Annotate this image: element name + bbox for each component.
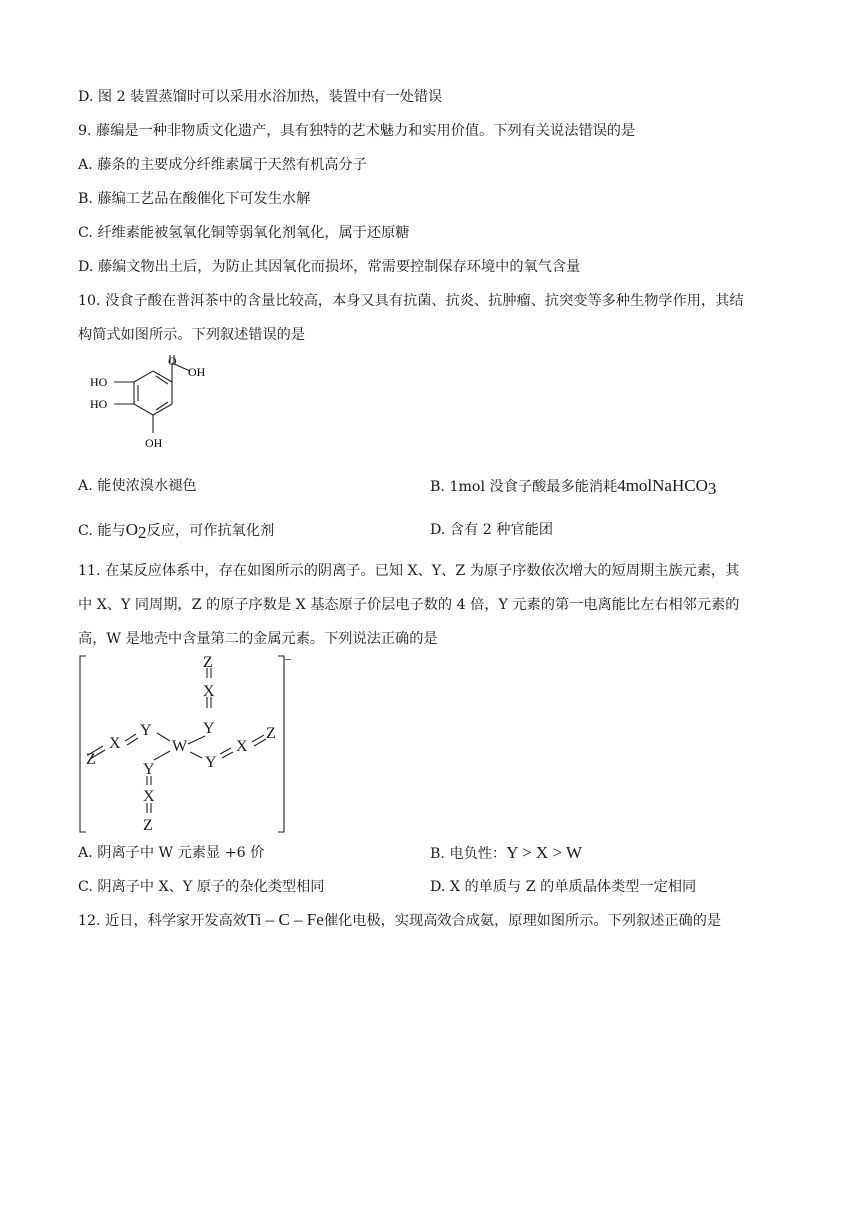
q10-option-b	[430, 476, 716, 499]
q10-option-d: D. 含有 2 种官能团	[430, 522, 554, 538]
atom-y-left: Y	[140, 722, 152, 739]
anion-charge: –	[285, 651, 291, 665]
o2-formula: O	[125, 520, 139, 539]
q10-stem-line1: 10. 没食子酸在普洱茶中的含量比较高，本身又具有抗菌、抗炎、抗肿瘤、抗突变等多种生物学作用，其结	[78, 293, 744, 309]
q9-option-a: A. 藤条的主要成分纤维素属于天然有机高分子	[78, 157, 367, 173]
q11-stem-line3: 高，W 是地壳中含量第二的金属元素。下列说法正确的是	[78, 631, 438, 647]
q11-option-b	[430, 843, 582, 864]
q10-option-c	[78, 520, 274, 543]
q11-stem-line1: 11. 在某反应体系中，存在如图所示的阴离子。已知 X、Y、Z 为原子序数依次增大的短周期主族元素，其	[78, 563, 740, 579]
q11-option-a: A. 阴离子中 W 元素显 +6 价	[78, 845, 265, 861]
q11-stem-line2: 中 X、Y 同周期，Z 的原子序数是 X 基态原子价层电子数的 4 倍，Y 元素的第一电离能比左右相邻元素的	[78, 597, 740, 613]
ti-c-fe-formula: Ti – C – Fe	[246, 910, 324, 929]
atom-x-top: X	[203, 683, 215, 700]
atom-x-bottom: X	[143, 788, 155, 805]
atom-z-right: Z	[266, 725, 276, 742]
q8-option-d: D. 图 2 装置蒸馏时可以采用水浴加热，装置中有一处错误	[78, 89, 443, 105]
q10-option-b-text: B. 1mol 没食子酸最多能消耗	[430, 479, 618, 495]
atom-z-left: Z	[86, 751, 96, 768]
atom-w: W	[172, 738, 188, 755]
q9-option-d: D. 藤编文物出土后，为防止其因氧化而损坏，常需要控制保存环境中的氧气含量	[78, 259, 581, 275]
atom-x-right: X	[236, 738, 248, 755]
q11-option-d: D. X 的单质与 Z 的单质晶体类型一定相同	[430, 879, 697, 895]
atom-x-left: X	[109, 735, 121, 752]
nahco3-formula: 4molNaHCO	[617, 476, 708, 495]
q10-stem-line2: 构简式如图所示。下列叙述错误的是	[78, 327, 306, 343]
ho-label-top: HO	[90, 375, 108, 389]
atom-z-top: Z	[203, 654, 213, 671]
oh-label-bottom: OH	[145, 436, 163, 450]
q12-prefix: 12. 近日，科学家开发高效	[78, 913, 247, 929]
q9-stem: 9. 藤编是一种非物质文化遗产，具有独特的艺术魅力和实用价值。下列有关说法错误的是	[78, 123, 636, 139]
o2-subscript: 2	[138, 523, 147, 542]
q12-suffix: 催化电极，实现高效合成氨，原理如图所示。下列叙述正确的是	[323, 913, 722, 929]
atom-y-right: Y	[205, 754, 217, 771]
atom-y-top: Y	[203, 720, 215, 737]
nahco3-subscript: 3	[707, 479, 717, 498]
ho-label-middle: HO	[90, 397, 108, 411]
q9-option-b: B. 藤编工艺品在酸催化下可发生水解	[78, 191, 311, 207]
q9-option-c: C. 纤维素能被氢氧化铜等弱氧化剂氧化，属于还原糖	[78, 225, 410, 241]
acid-oh-label: OH	[188, 365, 206, 379]
q10-option-a: A. 能使浓溴水褪色	[78, 478, 197, 494]
q12-stem	[78, 910, 721, 931]
q11-option-c: C. 阴离子中 X、Y 原子的杂化类型相同	[78, 879, 325, 895]
q10-option-c-suffix: 反应，可作抗氧化剂	[146, 523, 275, 539]
carbonyl-o-label: O	[168, 355, 177, 368]
gallic-acid-structure	[82, 355, 222, 455]
electronegativity-order: Y > X > W	[506, 843, 583, 862]
atom-y-bottom: Y	[143, 761, 155, 778]
anion-structure	[78, 650, 308, 838]
q10-option-c-prefix: C. 能与	[78, 523, 126, 539]
atom-z-bottom: Z	[143, 817, 153, 834]
q11-option-b-text: B. 电负性：	[430, 846, 507, 862]
